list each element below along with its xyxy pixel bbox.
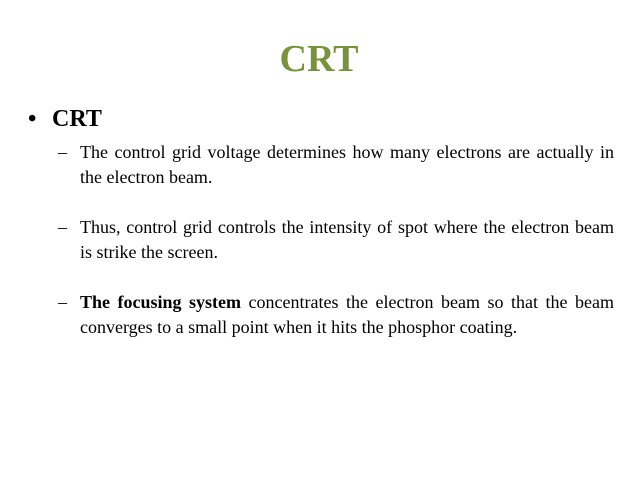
sub-bullet-item — [58, 140, 614, 190]
main-bullet-label: CRT — [52, 106, 102, 132]
main-bullet — [28, 103, 102, 135]
dash-icon: – — [58, 142, 67, 162]
dash-icon: – — [58, 292, 67, 312]
sub-bullet-list — [58, 140, 614, 365]
sub-bullet-text: The control grid voltage determines how many electrons are actually in the electron beam. — [80, 142, 614, 187]
sub-bullet-item — [58, 290, 614, 340]
dash-icon: – — [58, 217, 67, 237]
sub-bullet-text: concentrates the electron beam so that the beam converges to a small point when it hits the phosphor coating. — [80, 292, 614, 337]
sub-bullet-item — [58, 215, 614, 265]
slide-title: CRT — [279, 38, 359, 80]
sub-bullet-text: Thus, control grid controls the intensity of spot where the electron beam is strike the screen. — [80, 217, 614, 262]
sub-bullet-bold-lead: The focusing system — [80, 292, 242, 312]
bullet-dot-icon: • — [28, 106, 37, 132]
